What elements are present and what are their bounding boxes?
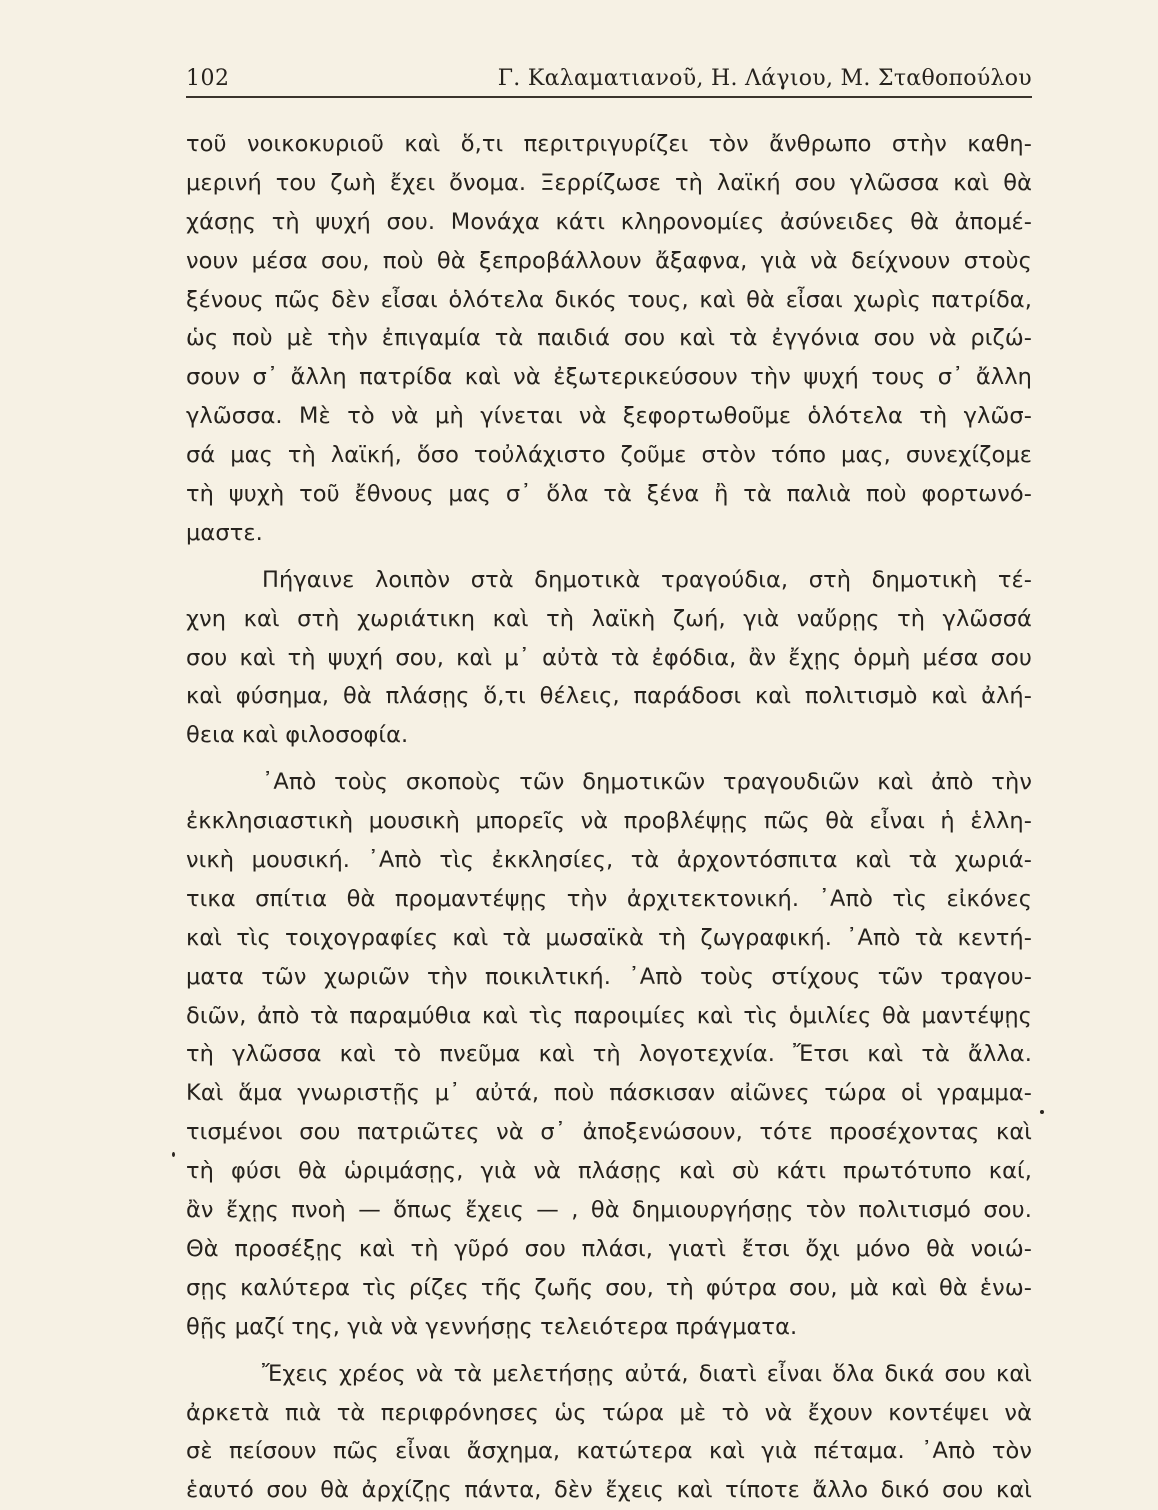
text-line: γλῶσσα. Μὲ τὸ νὰ μὴ γίνεται νὰ ξεφορτωθοῦμε ὁλότελα τὴ γλῶσ- [186, 403, 1032, 430]
text-line: καὶ φύσημα, θὰ πλάσῃς ὅ,τι θέλεις, παράδοσι καὶ πολιτισμὸ καὶ ἀλή- [186, 683, 1032, 710]
running-head: Γ. Καλαματιανοῦ, Η. Λάγιου, Μ. Σταθοπούλου [497, 66, 1032, 91]
page-number: 102 [186, 66, 230, 91]
text-line: Πήγαινε λοιπὸν στὰ δημοτικὰ τραγούδια, στὴ δημοτικὴ τέ- [262, 566, 1032, 593]
text-line: σου καὶ τὴ ψυχή σου, καὶ μ᾿ αὐτὰ τὰ ἐφόδια, ἂν ἔχῃς ὁρμὴ μέσα σου [186, 644, 1032, 671]
print-speck [1040, 1110, 1044, 1114]
text-line: τισμένοι σου πατριῶτες νὰ σ᾿ ἀποξενώσουν, τότε προσέχοντας καὶ [186, 1119, 1032, 1146]
text-line: ὡς ποὺ μὲ τὴν ἐπιγαμία τὰ παιδιά σου καὶ τὰ ἐγγόνια σου νὰ ριζώ- [186, 325, 1032, 352]
paragraph [186, 561, 1032, 755]
text-line: τικα σπίτια θὰ προμαντέψῃς τὴν ἀρχιτεκτονική. ᾿Απὸ τὶς εἰκόνες [186, 885, 1032, 912]
text-line: σὲ πείσουν πῶς εἶναι ἄσχημα, κατώτερα καὶ γιὰ πέταμα. ᾿Απὸ τὸν [186, 1438, 1032, 1465]
text-line: Ἔχεις χρέος νὰ τὰ μελετήσῃς αὐτά, διατὶ εἶναι ὅλα δικά σου καὶ [262, 1360, 1032, 1387]
text-line: τὴ φύσι θὰ ὡριμάσῃς, γιὰ νὰ πλάσῃς καὶ σὺ κάτι πρωτότυπο καί, [186, 1158, 1032, 1185]
text-line: ματα τῶν χωριῶν τὴν ποικιλτική. ᾿Απὸ τοὺς στίχους τῶν τραγου- [186, 963, 1032, 990]
paragraph [186, 125, 1032, 553]
text-line: μαστε. [186, 519, 263, 546]
text-line: χνη καὶ στὴ χωριάτικη καὶ τὴ λαϊκὴ ζωή, γιὰ ναὔρῃς τὴ γλῶσσά [186, 605, 1032, 632]
print-speck [172, 1152, 175, 1157]
paragraph [186, 1355, 1032, 1510]
text-line: ξένους πῶς δὲν εἶσαι ὁλότελα δικός τους, καὶ θὰ εἶσαι χωρὶς πατρίδα, [186, 286, 1032, 313]
text-line: ἂν ἔχῃς πνοὴ — ὅπως ἔχεις — , θὰ δημιουργήσῃς τὸν πολιτισμό σου. [186, 1197, 1032, 1224]
text-line: χάσῃς τὴ ψυχή σου. Μονάχα κάτι κληρονομίες ἀσύνειδες θὰ ἀπομέ- [186, 208, 1032, 235]
text-line: τὴ γλῶσσα καὶ τὸ πνεῦμα καὶ τὴ λογοτεχνία. Ἔτσι καὶ τὰ ἄλλα. [186, 1041, 1032, 1068]
paragraph [186, 763, 1032, 1346]
page-header [186, 60, 1032, 98]
text-line: ᾿Απὸ τοὺς σκοποὺς τῶν δημοτικῶν τραγουδιῶν καὶ ἀπὸ τὴν [262, 769, 1032, 796]
text-line: καὶ τὶς τοιχογραφίες καὶ τὰ μωσαϊκὰ τὴ ζωγραφική. ᾿Απὸ τὰ κεντή- [186, 924, 1032, 951]
text-line: νικὴ μουσική. ᾿Απὸ τὶς ἐκκλησίες, τὰ ἀρχοντόσπιτα καὶ τὰ χωριά- [186, 847, 1032, 874]
text-line: Καὶ ἅμα γνωριστῇς μ᾿ αὐτά, ποὺ πάσκισαν αἰῶνες τώρα οἱ γραμμα- [186, 1080, 1032, 1107]
text-line: διῶν, ἀπὸ τὰ παραμύθια καὶ τὶς παροιμίες καὶ τὶς ὁμιλίες θὰ μαντέψῃς [186, 1002, 1032, 1029]
text-line: ἀρκετὰ πιὰ τὰ περιφρόνησες ὡς τώρα μὲ τὸ νὰ ἔχουν κοντέψει νὰ [186, 1399, 1032, 1426]
text-line: θῇς μαζί της, γιὰ νὰ γεννήσῃς τελειότερα πράγματα. [186, 1313, 798, 1340]
text-line: νουν μέσα σου, ποὺ θὰ ξεπροβάλλουν ἄξαφνα, γιὰ νὰ δείχνουν στοὺς [186, 247, 1032, 274]
text-line: τὴ ψυχὴ τοῦ ἔθνους μας σ᾿ ὅλα τὰ ξένα ἢ τὰ παλιὰ ποὺ φορτωνό- [186, 481, 1032, 508]
text-line: μερινή του ζωὴ ἔχει ὄνομα. Ξερρίζωσε τὴ λαϊκή σου γλῶσσα καὶ θὰ [186, 169, 1032, 196]
text-line: Θὰ προσέξῃς καὶ τὴ γῦρό σου πλάσι, γιατὶ ἔτσι ὄχι μόνο θὰ νοιώ- [186, 1235, 1032, 1262]
text-line: τοῦ νοικοκυριοῦ καὶ ὅ,τι περιτριγυρίζει τὸν ἄνθρωπο στὴν καθη- [186, 131, 1032, 157]
text-line: σουν σ᾿ ἄλλη πατρίδα καὶ νὰ ἐξωτερικεύσουν τὴν ψυχή τους σ᾿ ἄλλη [186, 364, 1032, 391]
body-text [186, 125, 1032, 1510]
text-line: θεια καὶ φιλοσοφία. [186, 722, 409, 749]
text-line: ἑαυτό σου θὰ ἀρχίζῃς πάντα, δὲν ἔχεις καὶ τίποτε ἄλλο δικό σου καὶ [186, 1477, 1032, 1504]
text-line: ἐκκλησιαστικὴ μουσικὴ μπορεῖς νὰ προβλέψῃς πῶς θὰ εἶναι ἡ ἑλλη- [186, 808, 1032, 835]
text-line: σῃς καλύτερα τὶς ρίζες τῆς ζωῆς σου, τὴ φύτρα σου, μὰ καὶ θὰ ἑνω- [186, 1274, 1032, 1301]
text-line: σά μας τὴ λαϊκή, ὅσο τοὐλάχιστο ζοῦμε στὸν τόπο μας, συνεχίζομε [186, 442, 1032, 469]
